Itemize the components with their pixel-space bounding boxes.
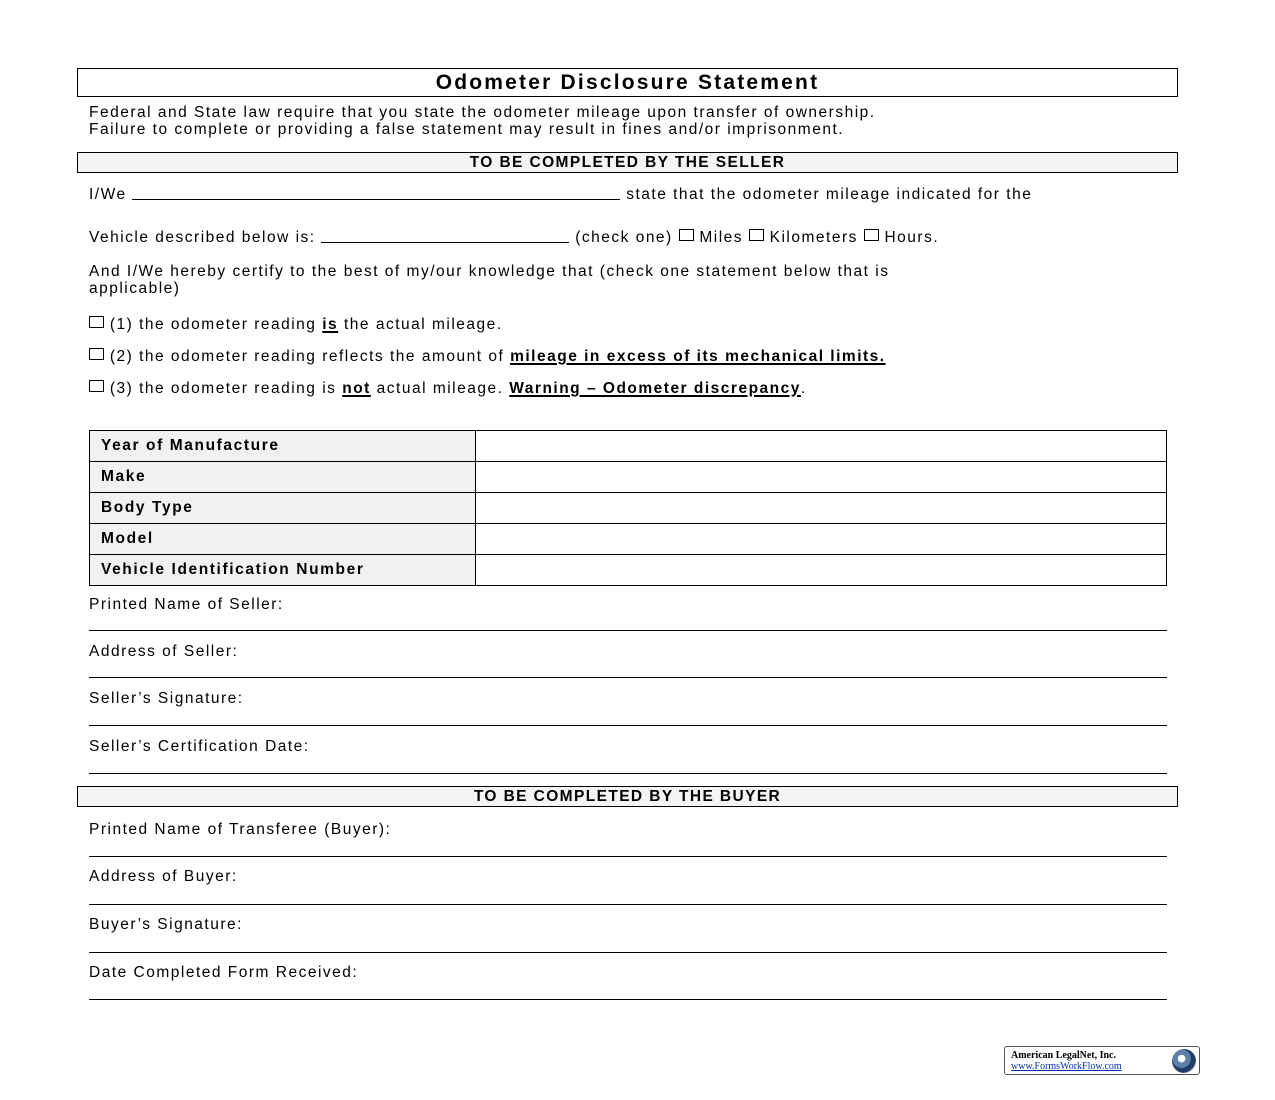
- seller-section-header: TO BE COMPLETED BY THE SELLER: [77, 152, 1178, 173]
- vin-label: Vehicle Identification Number: [90, 555, 476, 586]
- vehicle-table: [89, 430, 1167, 586]
- statement-3-text-a: (3) the odometer reading is: [109, 380, 337, 397]
- seller-signature-label: Seller’s Signature:: [89, 690, 244, 707]
- seller-cert-date-row[interactable]: [89, 738, 1167, 774]
- buyer-date-label: Date Completed Form Received:: [89, 964, 359, 981]
- statement-2-checkbox[interactable]: [89, 348, 104, 360]
- mileage-line: [89, 229, 939, 246]
- check-one-label: (check one): [575, 229, 673, 246]
- kilometers-checkbox[interactable]: [749, 229, 764, 241]
- iwe-line: [89, 186, 1032, 203]
- hours-label: Hours.: [884, 229, 940, 246]
- statement-2-text-b: mileage in excess of its mechanical limits.: [510, 348, 886, 365]
- buyer-name-label: Printed Name of Transferee (Buyer):: [89, 821, 392, 838]
- buyer-signature-row[interactable]: [89, 916, 1167, 952]
- buyer-signature-label: Buyer’s Signature:: [89, 916, 243, 933]
- statement-2-text-a: (2) the odometer reading reflects the amount of: [109, 348, 505, 365]
- buyer-address-label: Address of Buyer:: [89, 868, 238, 885]
- footer-logo[interactable]: [1004, 1046, 1200, 1075]
- divider: [89, 677, 1167, 678]
- table-row: [90, 462, 1167, 493]
- buyer-address-row[interactable]: [89, 868, 1167, 904]
- model-label: Model: [90, 524, 476, 555]
- statement-1-text-b: is: [322, 316, 339, 333]
- body-type-label: Body Type: [90, 493, 476, 524]
- divider: [89, 999, 1167, 1000]
- globe-icon: [1172, 1049, 1196, 1073]
- miles-label: Miles: [699, 229, 744, 246]
- model-field[interactable]: [476, 524, 1167, 555]
- divider: [89, 904, 1167, 905]
- hours-checkbox[interactable]: [864, 229, 879, 241]
- seller-cert-date-label: Seller’s Certification Date:: [89, 738, 310, 755]
- divider: [89, 952, 1167, 953]
- miles-checkbox[interactable]: [679, 229, 694, 241]
- page-title: Odometer Disclosure Statement: [77, 68, 1178, 97]
- seller-name-blank[interactable]: [132, 187, 620, 200]
- statement-3-checkbox[interactable]: [89, 380, 104, 392]
- statement-3: [89, 380, 807, 397]
- statement-1-checkbox[interactable]: [89, 316, 104, 328]
- make-field[interactable]: [476, 462, 1167, 493]
- year-label: Year of Manufacture: [90, 431, 476, 462]
- seller-signature-row[interactable]: [89, 690, 1167, 726]
- body-type-field[interactable]: [476, 493, 1167, 524]
- vin-field[interactable]: [476, 555, 1167, 586]
- table-row: [90, 493, 1167, 524]
- buyer-date-row[interactable]: [89, 964, 1167, 1000]
- statement-2: [89, 348, 886, 365]
- seller-address-label: Address of Seller:: [89, 643, 239, 660]
- divider: [89, 725, 1167, 726]
- intro-line-2: Failure to complete or providing a false statement may result in fines and/or imprisonment.: [89, 121, 845, 138]
- statement-3-text-b: not: [342, 380, 371, 397]
- table-row: [90, 555, 1167, 586]
- statement-1-text-c: the actual mileage.: [343, 316, 503, 333]
- logo-company: American LegalNet, Inc.: [1011, 1050, 1116, 1061]
- kilometers-label: Kilometers: [769, 229, 858, 246]
- statement-3-text-c: actual mileage.: [376, 380, 504, 397]
- seller-name-label: Printed Name of Seller:: [89, 596, 284, 613]
- year-field[interactable]: [476, 431, 1167, 462]
- buyer-section-header: TO BE COMPLETED BY THE BUYER: [77, 786, 1178, 807]
- iwe-suffix: state that the odometer mileage indicated for the: [626, 186, 1033, 203]
- mileage-blank[interactable]: [321, 230, 569, 243]
- statement-1: [89, 316, 503, 333]
- seller-name-row[interactable]: [89, 596, 1167, 632]
- make-label: Make: [90, 462, 476, 493]
- buyer-name-row[interactable]: [89, 821, 1167, 857]
- table-row: [90, 524, 1167, 555]
- statement-1-text-a: (1) the odometer reading: [109, 316, 317, 333]
- certify-line-1: And I/We hereby certify to the best of my/our knowledge that (check one statement below that is: [89, 263, 890, 280]
- divider: [89, 856, 1167, 857]
- seller-address-row[interactable]: [89, 643, 1167, 679]
- iwe-prefix: I/We: [89, 186, 127, 203]
- intro-line-1: Federal and State law require that you state the odometer mileage upon transfer of ownership.: [89, 104, 876, 121]
- logo-url[interactable]: www.FormsWorkFlow.com: [1011, 1061, 1122, 1072]
- statement-3-warning: Warning – Odometer discrepancy: [509, 380, 801, 397]
- vehicle-prefix: Vehicle described below is:: [89, 229, 316, 246]
- certify-line-2: applicable): [89, 280, 181, 297]
- divider: [89, 630, 1167, 631]
- statement-3-period: .: [800, 380, 807, 397]
- table-row: [90, 431, 1167, 462]
- divider: [89, 773, 1167, 774]
